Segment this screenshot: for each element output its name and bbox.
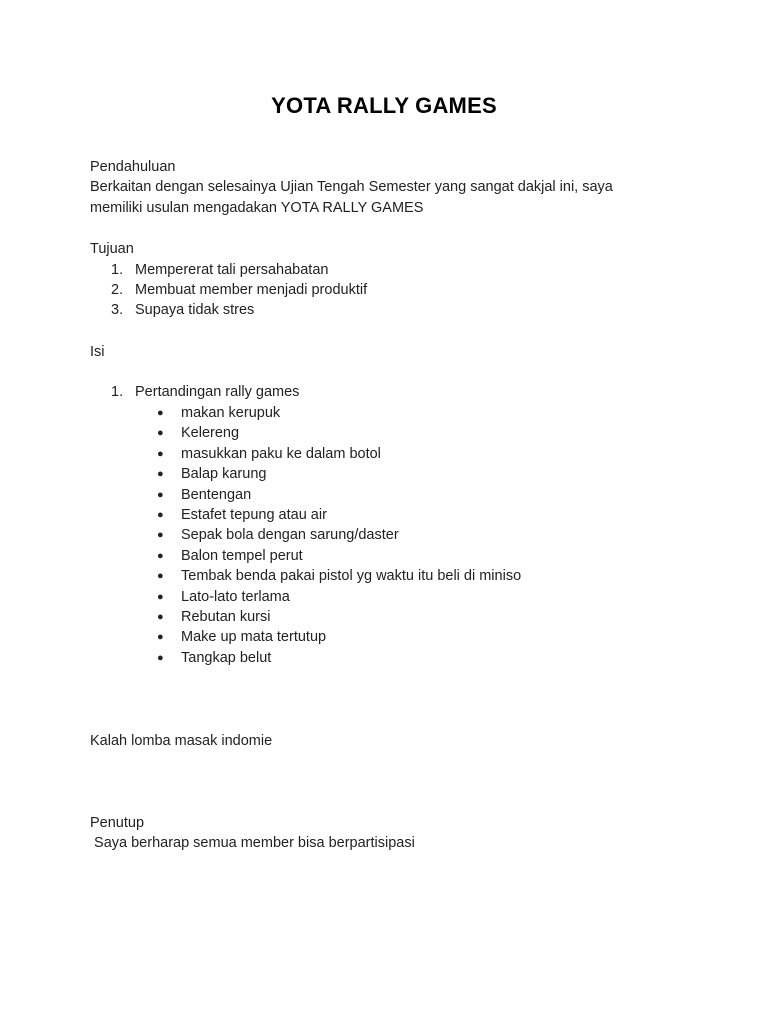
penutup-heading: Penutup (90, 815, 145, 831)
pendahuluan-heading: Pendahuluan (90, 159, 176, 175)
bullet-item (157, 464, 266, 484)
list-number: 1. (111, 262, 124, 278)
bullet-item-text: Bentengan (181, 486, 252, 503)
list-item-text: Pertandingan rally games (135, 384, 300, 400)
isi-item (111, 382, 299, 402)
isi-heading: Isi (90, 344, 105, 360)
document-title: YOTA RALLY GAMES (271, 93, 497, 118)
bullet-item-text: Balap karung (181, 466, 267, 483)
bullet-item (157, 485, 251, 505)
bullet-dot-icon: ● (157, 509, 164, 521)
kalah-text: Kalah lomba masak indomie (90, 733, 273, 749)
bullet-dot-icon: ● (157, 488, 164, 501)
bullet-item (157, 525, 399, 545)
bullet-item (157, 607, 270, 627)
pendahuluan-line-1: Berkaitan dengan selesainya Ujian Tengah Semester yang sangat dakjal ini, saya (90, 179, 613, 195)
bullet-dot-icon: ● (157, 570, 164, 583)
bullet-item-text: Tembak benda pakai pistol yg waktu itu beli di miniso (181, 568, 522, 585)
bullet-item (157, 444, 381, 464)
bullet-item (157, 566, 521, 586)
bullet-item (157, 587, 290, 607)
bullet-item (157, 546, 303, 566)
list-number: 1. (111, 384, 124, 400)
bullet-dot-icon: ● (157, 529, 164, 542)
tujuan-heading: Tujuan (90, 241, 134, 257)
list-number: 3. (111, 302, 124, 318)
bullet-dot-icon: ● (157, 631, 164, 644)
bullet-dot-icon: ● (157, 590, 164, 603)
bullet-dot-icon: ● (157, 549, 164, 562)
pendahuluan-line-2: memiliki usulan mengadakan YOTA RALLY GAMES (90, 200, 424, 216)
bullet-item-text: Balon tempel perut (181, 547, 303, 564)
tujuan-item (111, 280, 367, 300)
bullet-item (157, 423, 239, 443)
tujuan-item (111, 300, 254, 320)
bullet-item-text: Estafet tepung atau air (181, 507, 327, 523)
bullet-item (157, 648, 271, 668)
list-item-text: Membuat member menjadi produktif (135, 282, 368, 298)
bullet-dot-icon: ● (157, 651, 164, 664)
tujuan-item (111, 260, 328, 280)
list-number: 2. (111, 282, 124, 298)
bullet-item-text: makan kerupuk (181, 405, 281, 421)
bullet-item-text: Kelereng (181, 425, 240, 442)
bullet-item-text: Sepak bola dengan sarung/daster (181, 527, 399, 544)
bullet-item-text: Make up mata tertutup (181, 629, 327, 646)
bullet-item-text: masukkan paku ke dalam botol (181, 445, 381, 462)
bullet-dot-icon: ● (157, 427, 164, 440)
bullet-item-text: Tangkap belut (181, 649, 272, 666)
bullet-item (157, 505, 327, 525)
bullet-item (157, 403, 280, 423)
bullet-dot-icon: ● (157, 407, 164, 419)
bullet-item-text: Lato-lato terlama (181, 588, 290, 605)
list-item-text: Supaya tidak stres (135, 302, 255, 318)
list-item-text: Mempererat tali persahabatan (135, 262, 329, 278)
bullet-dot-icon: ● (157, 468, 164, 481)
penutup-text: Saya berharap semua member bisa berpartisipasi (90, 835, 415, 851)
bullet-item-text: Rebutan kursi (181, 609, 271, 625)
bullet-dot-icon: ● (157, 447, 164, 460)
bullet-dot-icon: ● (157, 611, 164, 623)
bullet-item (157, 627, 326, 647)
